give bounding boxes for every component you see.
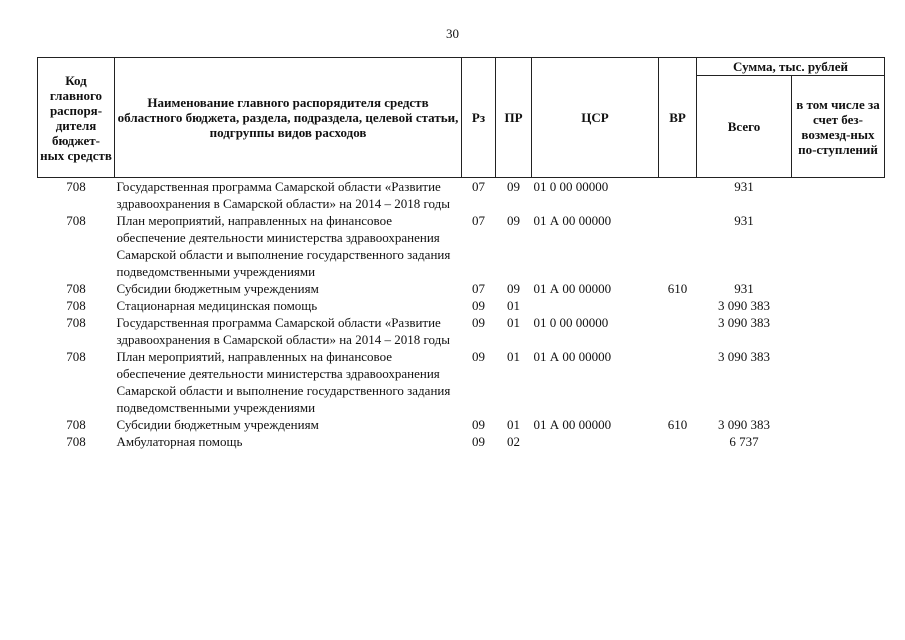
cell-rz: 09 [472, 349, 485, 364]
cell-rz: 07 [472, 179, 485, 194]
cell-name: Государственная программа Самарской области «Развитие здравоохранения в Самарской области» на 2014 – 2018 годы [116, 179, 450, 211]
cell-code: 708 [66, 298, 86, 313]
table-row [38, 280, 885, 297]
cell-vr [659, 314, 697, 348]
cell-csr: 01 А 00 00000 [533, 281, 612, 296]
header-code: Код главного распоря-дителя бюджет-ных средств [38, 58, 115, 178]
cell-csr [532, 433, 659, 450]
table-row [38, 314, 885, 348]
cell-total: 931 [734, 281, 754, 296]
cell-code: 708 [66, 417, 86, 432]
cell-code: 708 [66, 179, 86, 194]
header-csr: ЦСР [532, 58, 659, 178]
cell-pr: 02 [507, 434, 520, 449]
header-name: Наименование главного распорядителя средств областного бюджета, раздела, подраздела, целевой статьи, подгруппы видов расходов [115, 58, 462, 178]
cell-incl [792, 348, 885, 416]
cell-code: 708 [66, 213, 86, 228]
cell-incl [792, 280, 885, 297]
cell-pr: 01 [507, 417, 520, 432]
cell-vr [659, 297, 697, 314]
cell-total: 6 737 [729, 434, 759, 449]
header-sum: Сумма, тыс. рублей [697, 58, 885, 76]
cell-name: План мероприятий, направленных на финансовое обеспечение деятельности министерства здравоохранения Самарской области и выполнение государственного задания подведомственными учреждениями [116, 213, 451, 279]
header-vr: ВР [659, 58, 697, 178]
cell-name: Субсидии бюджетным учреждениям [116, 281, 319, 296]
table-row [38, 433, 885, 450]
cell-total: 3 090 383 [718, 349, 770, 364]
cell-csr: 01 А 00 00000 [533, 417, 612, 432]
cell-pr: 09 [507, 179, 520, 194]
cell-total: 3 090 383 [718, 298, 770, 313]
header-pr: ПР [496, 58, 532, 178]
cell-pr: 01 [507, 349, 520, 364]
cell-incl [792, 212, 885, 280]
table-row [38, 348, 885, 416]
cell-total: 3 090 383 [718, 417, 770, 432]
cell-csr: 01 А 00 00000 [533, 213, 612, 228]
cell-code: 708 [66, 315, 86, 330]
cell-code: 708 [66, 434, 86, 449]
cell-code: 708 [66, 281, 86, 296]
cell-rz: 09 [472, 298, 485, 313]
cell-incl [792, 433, 885, 450]
cell-total: 3 090 383 [718, 315, 770, 330]
header-incl: в том числе за счет без-возмезд-ных по-ступлений [792, 76, 885, 178]
cell-rz: 07 [472, 281, 485, 296]
cell-incl [792, 297, 885, 314]
header-rz: Рз [462, 58, 496, 178]
cell-vr [659, 212, 697, 280]
cell-rz: 09 [472, 434, 485, 449]
cell-pr: 09 [507, 281, 520, 296]
cell-rz: 07 [472, 213, 485, 228]
cell-rz: 09 [472, 315, 485, 330]
cell-csr: 01 0 00 00000 [533, 315, 609, 330]
cell-csr [532, 297, 659, 314]
cell-vr [659, 348, 697, 416]
header-total: Всего [697, 76, 792, 178]
cell-pr: 01 [507, 298, 520, 313]
cell-vr [659, 178, 697, 213]
cell-pr: 09 [507, 213, 520, 228]
cell-code: 708 [66, 349, 86, 364]
cell-name: Государственная программа Самарской области «Развитие здравоохранения в Самарской области» на 2014 – 2018 годы [116, 315, 450, 347]
cell-csr: 01 0 00 00000 [533, 179, 609, 194]
table-row [38, 416, 885, 433]
cell-vr [659, 433, 697, 450]
cell-name: Амбулаторная помощь [116, 434, 243, 449]
budget-table [37, 57, 885, 450]
cell-csr: 01 А 00 00000 [533, 349, 612, 364]
cell-incl [792, 314, 885, 348]
cell-name: Субсидии бюджетным учреждениям [116, 417, 319, 432]
cell-total: 931 [734, 213, 754, 228]
page-number: 30 [446, 26, 459, 41]
cell-vr: 610 [667, 281, 688, 296]
cell-total: 931 [734, 179, 754, 194]
table-row [38, 212, 885, 280]
cell-pr: 01 [507, 315, 520, 330]
cell-incl [792, 416, 885, 433]
cell-rz: 09 [472, 417, 485, 432]
cell-incl [792, 178, 885, 213]
cell-name: Стационарная медицинская помощь [116, 298, 318, 313]
cell-name: План мероприятий, направленных на финансовое обеспечение деятельности министерства здравоохранения Самарской области и выполнение государственного задания подведомственными учреждениями [116, 349, 451, 415]
table-row [38, 178, 885, 213]
table-row [38, 297, 885, 314]
cell-vr: 610 [667, 417, 688, 432]
